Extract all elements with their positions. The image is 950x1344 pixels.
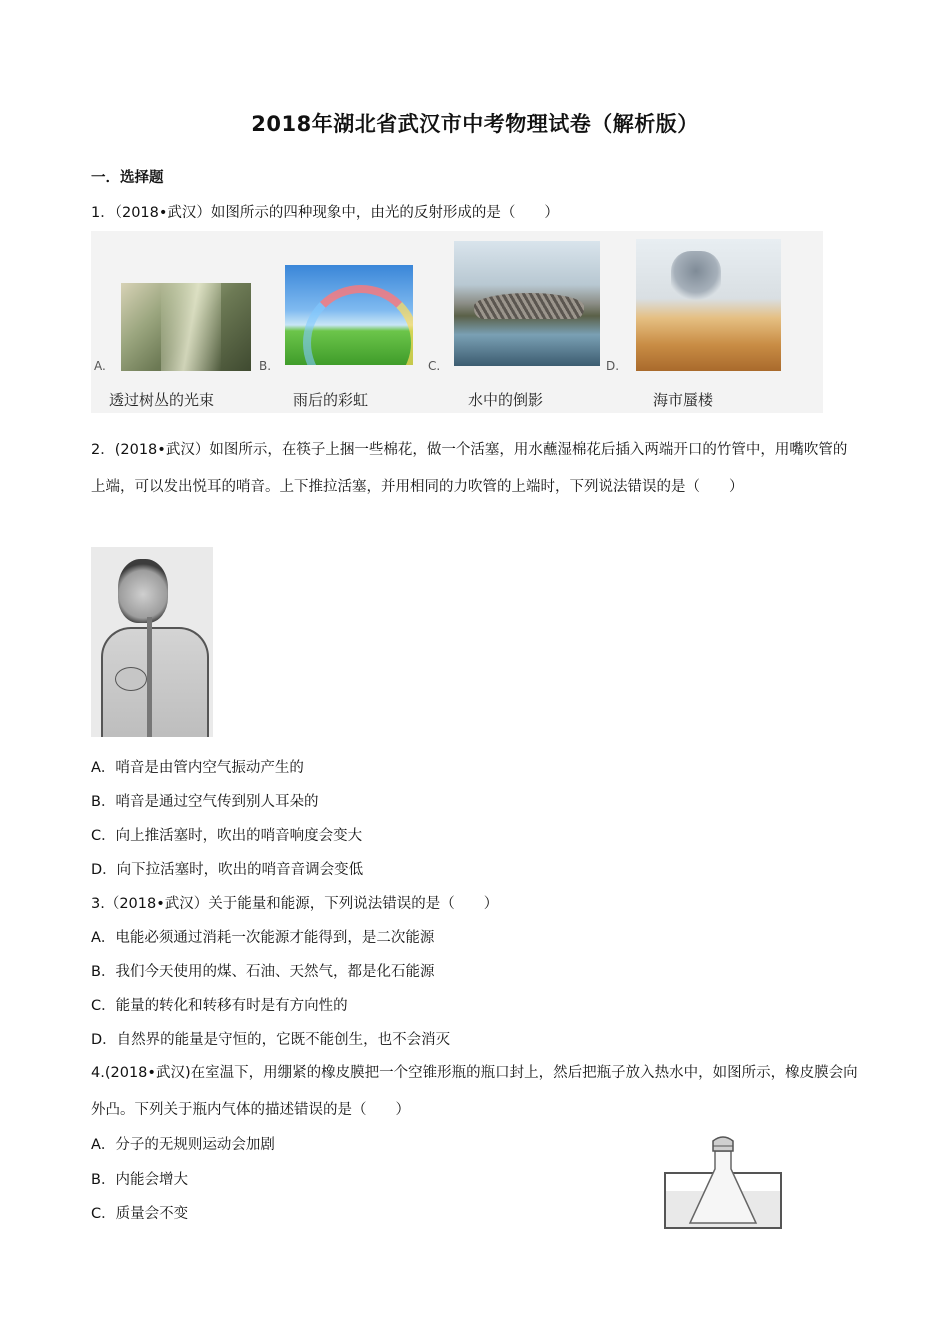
panel-letter-b: B. [259,359,272,373]
question-4-option-b: B．内能会增大 [91,1172,188,1188]
question-3-text: 3.（2018•武汉）关于能量和能源，下列说法错误的是（ ） [91,896,499,912]
question-4-text: 4.(2018•武汉)在室温下，用绷紧的橡皮膜把一个空锥形瓶的瓶口封上，然后把瓶子放入热水中，如图所示，橡皮膜会向外凸。下列关于瓶内气体的描述错误的是（ ） [91,1065,858,1118]
panel-letter-d: D. [606,359,620,373]
question-2-option-a: A．哨音是由管内空气振动产生的 [91,760,304,776]
page-title: 2018年湖北省武汉市中考物理试卷（解析版） [251,112,699,136]
whistle-girl-photo [91,547,213,737]
question-1-text: 1．（2018•武汉）如图所示的四种现象中，由光的反射形成的是（ ） [91,205,559,221]
question-1-figure [91,231,823,413]
panel-letter-c: C. [428,359,441,373]
stadium-reflection-photo [454,241,600,366]
panel-letter-a: A. [94,359,106,373]
question-4-option-c: C．质量会不变 [91,1206,189,1222]
panel-caption-c: 水中的倒影 [468,391,544,409]
question-4-option-a: A．分子的无规则运动会加剧 [91,1137,275,1153]
panel-caption-d: 海市蜃楼 [653,391,714,409]
section-heading: 一．选择题 [91,170,164,186]
question-2-text: 2．(2018•武汉）如图所示，在筷子上捆一些棉花，做一个活塞，用水蘸湿棉花后插入两端开口的竹管中，用嘴吹管的上端，可以发出悦耳的哨音。上下推拉活塞，并用相同的力吹管的上端时，下列说法错误的是（ ） [91,442,848,495]
forest-light-photo [121,283,251,371]
question-3-option-c: C．能量的转化和转移有时是有方向性的 [91,998,348,1014]
rainbow-photo [285,265,413,365]
panel-caption-b: 雨后的彩虹 [293,391,369,409]
flask-in-hot-water-figure [663,1135,783,1230]
question-3-option-b: B．我们今天使用的煤、石油、天然气，都是化石能源 [91,964,435,980]
question-2-option-c: C．向上推活塞时，吹出的哨音响度会变大 [91,828,363,844]
desert-mirage-photo [636,239,781,371]
question-2-option-b: B．哨音是通过空气传到别人耳朵的 [91,794,319,810]
question-3-option-d: D．自然界的能量是守恒的，它既不能创生，也不会消灭 [91,1032,451,1048]
question-2-option-d: D．向下拉活塞时，吹出的哨音音调会变低 [91,862,364,878]
panel-caption-a: 透过树丛的光束 [109,391,215,409]
question-3-option-a: A．电能必须通过消耗一次能源才能得到，是二次能源 [91,930,435,946]
